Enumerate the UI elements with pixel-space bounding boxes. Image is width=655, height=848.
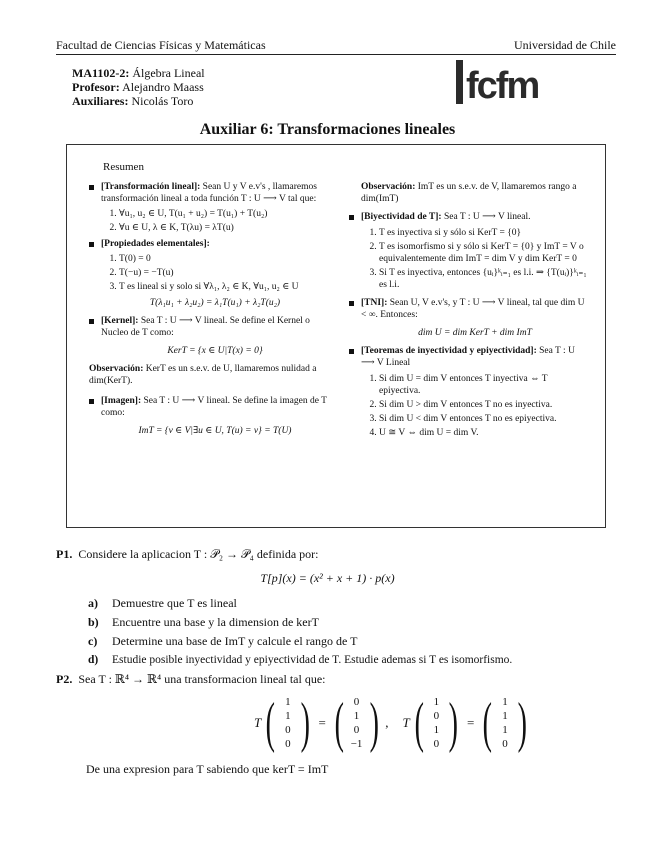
p2-vector-w2: ( 1 1 1 0 ) bbox=[483, 692, 527, 754]
p1-item-a: a) Demuestre que T es lineal bbox=[88, 596, 237, 610]
teo-item-2: 2. Si dim U > dim V entonces T no es inyectiva. bbox=[379, 399, 589, 411]
ker-text: Sea T : U ⟶ V lineal. Se define el Kernel o Nucleo de T como: bbox=[101, 316, 310, 338]
tni-text: Sean U, V e.v's, y T : U ⟶ V lineal, tal que dim U < ∞. Entonces: bbox=[361, 298, 585, 320]
p2-T-1: T bbox=[254, 715, 262, 730]
p1-intro-line bbox=[56, 547, 319, 562]
biy-item-1: 1. T es inyectiva si y sólo si KerT = {0} bbox=[379, 227, 589, 239]
professor-label: Profesor: bbox=[72, 80, 120, 94]
p1-intro: Considere la aplicacion T : 𝒫₂ → 𝒫₄ definida por: bbox=[78, 547, 319, 561]
p2-outro: De una expresion para T sabiendo que kerT = ImT bbox=[86, 762, 329, 776]
propiedades-item bbox=[89, 238, 329, 309]
teo-title: [Teoremas de inyectividad y epiyectividad]: bbox=[361, 346, 537, 356]
tl-text: Sean U y V e.v's , llamaremos transformación lineal a toda función T : U ⟶ V tal que: bbox=[101, 182, 317, 204]
resumen-right-column bbox=[349, 181, 589, 441]
ker-formula: KerT = {x ∈ U|T(x) = 0} bbox=[167, 346, 263, 356]
prop-title: [Propiedades elementales]: bbox=[101, 239, 210, 249]
header-faculty: Facultad de Ciencias Físicas y Matemáticas bbox=[56, 38, 266, 52]
course-code: MA1102-2: bbox=[72, 66, 130, 80]
biy-text: Sea T : U ⟶ V lineal. bbox=[443, 212, 531, 222]
p1-items bbox=[88, 596, 628, 666]
p2-eq-2: = bbox=[467, 715, 475, 730]
kernel-item bbox=[89, 315, 329, 357]
tl-item-2: 2. ∀u ∈ U, λ ∈ K, T(λu) = λT(u) bbox=[119, 222, 329, 234]
p2-vector-v1: ( 1 1 0 0 ) bbox=[265, 692, 310, 754]
img-text: Sea T : U ⟶ V lineal. Se define la imagen de T como: bbox=[101, 396, 327, 418]
resumen-left-column bbox=[89, 181, 329, 443]
fcfm-logo bbox=[456, 58, 544, 104]
tni-title: [TNI]: bbox=[361, 298, 388, 308]
resumen-box bbox=[66, 144, 606, 528]
teo-text: Sea T : U ⟶ V Lineal bbox=[361, 346, 575, 368]
biy-item-2: 2. T es isomorfismo si y sólo si KerT = {0} y ImT = V o equivalentemente dim ImT = dim V y dim KerT = 0 bbox=[379, 241, 589, 265]
p2-vector-w1: ( 0 1 0 −1 ) bbox=[334, 692, 379, 754]
resumen-heading: Resumen bbox=[103, 161, 144, 173]
prop-item-1: 1. T(0) = 0 bbox=[119, 253, 329, 265]
img-title: [Imagen]: bbox=[101, 396, 142, 406]
ker-obs-text: KerT es un s.e.v. de U, llamaremos nulidad a dim(KerT). bbox=[89, 364, 317, 386]
prop-item-3: 3. T es lineal si y solo si ∀λ₁, λ₂ ∈ K, ∀u₁, u₂ ∈ U bbox=[119, 281, 329, 293]
header-university: Universidad de Chile bbox=[514, 38, 616, 52]
p2-eq-1: = bbox=[318, 715, 326, 730]
teoremas-item bbox=[349, 345, 589, 439]
p1-item-d: d) Estudie posible inyectividad y epiyectividad de T. Estudie ademas si T es isomorfismo. bbox=[88, 654, 513, 666]
logo-text: fcfm bbox=[466, 65, 539, 104]
im-obs-label: Observación: bbox=[361, 182, 416, 192]
prop-formula: T(λ₁u₁ + λ₂u₂) = λ₁T(u₁) + λ₂T(u₂) bbox=[149, 298, 281, 308]
page-title: Auxiliar 6: Transformaciones lineales bbox=[199, 121, 456, 138]
p2-intro-line bbox=[56, 672, 326, 687]
tni-item bbox=[349, 297, 589, 339]
p1-item-b: b) Encuentre una base y la dimension de kerT bbox=[88, 615, 319, 629]
p2-comma: , bbox=[385, 715, 389, 730]
p2-equations bbox=[254, 690, 532, 756]
prop-item-2: 2. T(−u) = −T(u) bbox=[119, 267, 329, 279]
p2-intro: Sea T : ℝ⁴ → ℝ⁴ una transformacion lineal tal que: bbox=[78, 672, 326, 686]
imagen-item bbox=[89, 395, 329, 437]
teo-item-3: 3. Si dim U < dim V entonces T no es epiyectiva. bbox=[379, 413, 589, 425]
biy-title: [Biyectividad de T]: bbox=[361, 212, 442, 222]
transformacion-lineal-item bbox=[89, 181, 329, 234]
auxiliares-label: Auxiliares: bbox=[72, 94, 129, 108]
ker-title: [Kernel]: bbox=[101, 316, 139, 326]
p2-label: P2. bbox=[56, 672, 73, 686]
p1-formula-text: T[p](x) = (x² + x + 1) · p(x) bbox=[260, 571, 395, 585]
p1-formula bbox=[0, 571, 655, 586]
auxiliar-name: Nicolás Toro bbox=[131, 94, 194, 108]
p2-T-2: T bbox=[402, 715, 410, 730]
img-formula: ImT = {v ∈ V|∃u ∈ U, T(u) = v} = T(U) bbox=[138, 426, 292, 436]
tl-item-1: 1. ∀u₁, u₂ ∈ U, T(u₁ + u₂) = T(u₁) + T(u₂) bbox=[119, 208, 329, 220]
tl-title: [Transformación lineal]: bbox=[101, 182, 201, 192]
teo-item-4: 4. U ≅ V ⇔ dim U = dim V. bbox=[379, 427, 589, 439]
professor-name: Alejandro Maass bbox=[122, 80, 204, 94]
im-obs-text: ImT es un s.e.v. de V, llamaremos rango a dim(ImT) bbox=[361, 182, 577, 204]
p1-label: P1. bbox=[56, 547, 73, 561]
p1-item-c: c) Determine una base de ImT y calcule el rango de T bbox=[88, 634, 358, 648]
tni-formula: dim U = dim KerT + dim ImT bbox=[418, 328, 532, 338]
biyectividad-item bbox=[349, 211, 589, 291]
course-info bbox=[72, 66, 205, 108]
p2-vector-v2: ( 1 0 1 0 ) bbox=[414, 692, 459, 754]
ker-obs-label: Observación: bbox=[89, 364, 144, 374]
biy-item-3: 3. Si T es inyectiva, entonces {uᵢ}ᵏᵢ₌₁ es l.i. ⇒ {T(uᵢ)}ᵏᵢ₌₁ es l.i. bbox=[379, 267, 589, 291]
course-name: Álgebra Lineal bbox=[132, 66, 205, 80]
teo-item-1: 1. Si dim U = dim V entonces T inyectiva ⇔ T epiyectiva. bbox=[379, 373, 589, 397]
header-rule bbox=[56, 54, 616, 55]
